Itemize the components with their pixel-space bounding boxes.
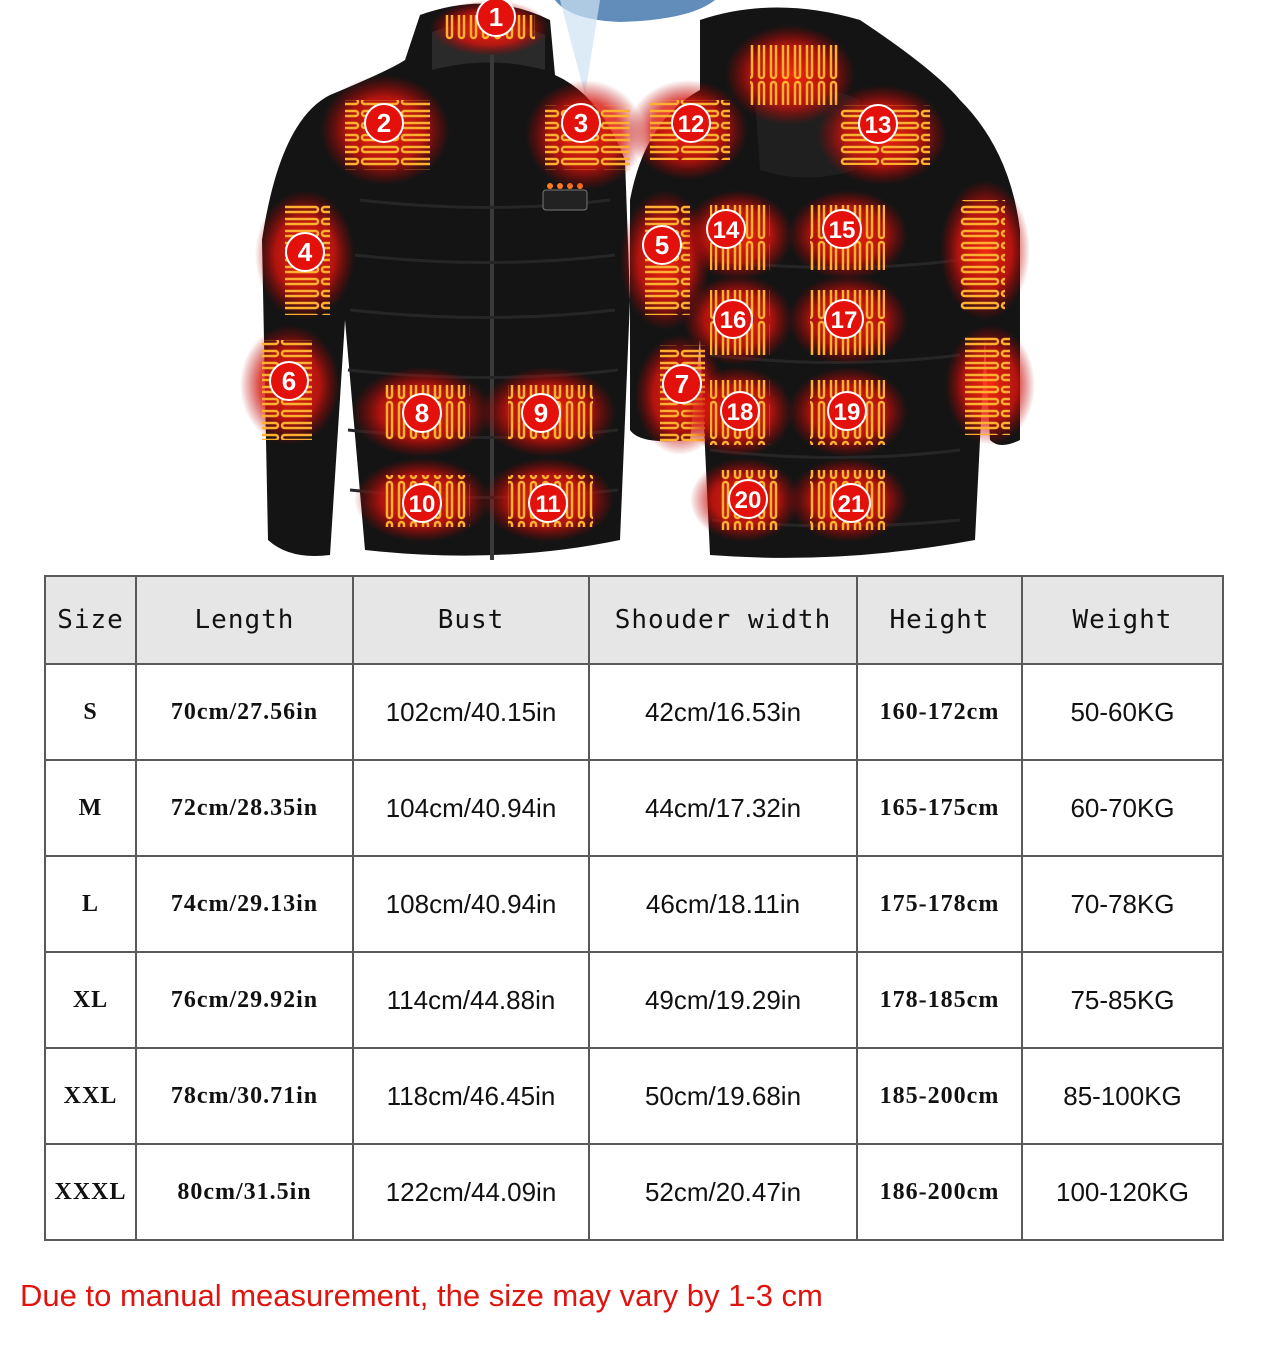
zone-number: 17	[830, 307, 858, 334]
zone-number: 21	[837, 491, 865, 518]
table-row	[45, 1048, 1223, 1144]
table-cell: 108cm/40.94in	[353, 856, 589, 952]
zone-number: 8	[414, 398, 430, 428]
zone-number: 2	[376, 108, 392, 138]
zone-number: 9	[533, 398, 549, 428]
zone-number: 19	[833, 399, 861, 426]
zone-number: 5	[654, 230, 670, 260]
table-cell: 185-200cm	[857, 1048, 1022, 1144]
size-chart-table	[44, 575, 1224, 1241]
table-cell: 165-175cm	[857, 760, 1022, 856]
table-cell: M	[45, 760, 136, 856]
table-cell: 122cm/44.09in	[353, 1144, 589, 1240]
table-cell: 85-100KG	[1022, 1048, 1223, 1144]
measurement-note: Due to manual measurement, the size may vary by 1-3 cm	[20, 1278, 823, 1313]
zone-number: 20	[734, 487, 762, 514]
table-cell: 44cm/17.32in	[589, 760, 857, 856]
table-cell: 75-85KG	[1022, 952, 1223, 1048]
table-cell: 114cm/44.88in	[353, 952, 589, 1048]
table-cell: 80cm/31.5in	[136, 1144, 353, 1240]
zone-number: 12	[677, 111, 705, 138]
table-cell: XXL	[45, 1048, 136, 1144]
table-cell: 74cm/29.13in	[136, 856, 353, 952]
zone-number: 10	[408, 491, 436, 518]
table-cell: XL	[45, 952, 136, 1048]
zone-number: 14	[712, 217, 740, 244]
zone-number: 11	[535, 491, 561, 518]
zone-number: 4	[297, 237, 313, 267]
zone-number: 7	[674, 369, 690, 399]
table-cell: 186-200cm	[857, 1144, 1022, 1240]
table-cell: 178-185cm	[857, 952, 1022, 1048]
table-cell: 76cm/29.92in	[136, 952, 353, 1048]
table-cell: 52cm/20.47in	[589, 1144, 857, 1240]
zone-number: 1	[488, 2, 504, 32]
table-row	[45, 856, 1223, 952]
table-cell: 70-78KG	[1022, 856, 1223, 952]
table-row	[45, 760, 1223, 856]
table-cell: 104cm/40.94in	[353, 760, 589, 856]
zone-number: 18	[726, 399, 754, 426]
table-cell: XXXL	[45, 1144, 136, 1240]
table-row	[45, 952, 1223, 1048]
column-header: Length	[136, 576, 353, 664]
column-header: Weight	[1022, 576, 1223, 664]
table-header-row	[45, 576, 1223, 664]
zone-number: 13	[864, 112, 892, 139]
table-row	[45, 664, 1223, 760]
table-cell: 50-60KG	[1022, 664, 1223, 760]
zone-number: 6	[281, 366, 297, 396]
table-cell: 42cm/16.53in	[589, 664, 857, 760]
table-cell: 60-70KG	[1022, 760, 1223, 856]
table-cell: 72cm/28.35in	[136, 760, 353, 856]
table-cell: 118cm/46.45in	[353, 1048, 589, 1144]
table-cell: 160-172cm	[857, 664, 1022, 760]
heated-jacket-image	[0, 0, 1278, 570]
column-header: Shouder width	[589, 576, 857, 664]
table-row	[45, 1144, 1223, 1240]
table-cell: 175-178cm	[857, 856, 1022, 952]
column-header: Size	[45, 576, 136, 664]
front-jacket	[240, 0, 645, 560]
table-cell: 46cm/18.11in	[589, 856, 857, 952]
column-header: Height	[857, 576, 1022, 664]
zone-number: 3	[573, 108, 589, 138]
table-cell: 50cm/19.68in	[589, 1048, 857, 1144]
zone-number: 15	[828, 217, 856, 244]
table-cell: 100-120KG	[1022, 1144, 1223, 1240]
table-cell: 102cm/40.15in	[353, 664, 589, 760]
table-cell: 78cm/30.71in	[136, 1048, 353, 1144]
column-header: Bust	[353, 576, 589, 664]
table-cell: 49cm/19.29in	[589, 952, 857, 1048]
table-cell: L	[45, 856, 136, 952]
back-jacket	[620, 8, 1035, 558]
table-cell: 70cm/27.56in	[136, 664, 353, 760]
table-cell: S	[45, 664, 136, 760]
zone-number: 16	[719, 307, 747, 334]
